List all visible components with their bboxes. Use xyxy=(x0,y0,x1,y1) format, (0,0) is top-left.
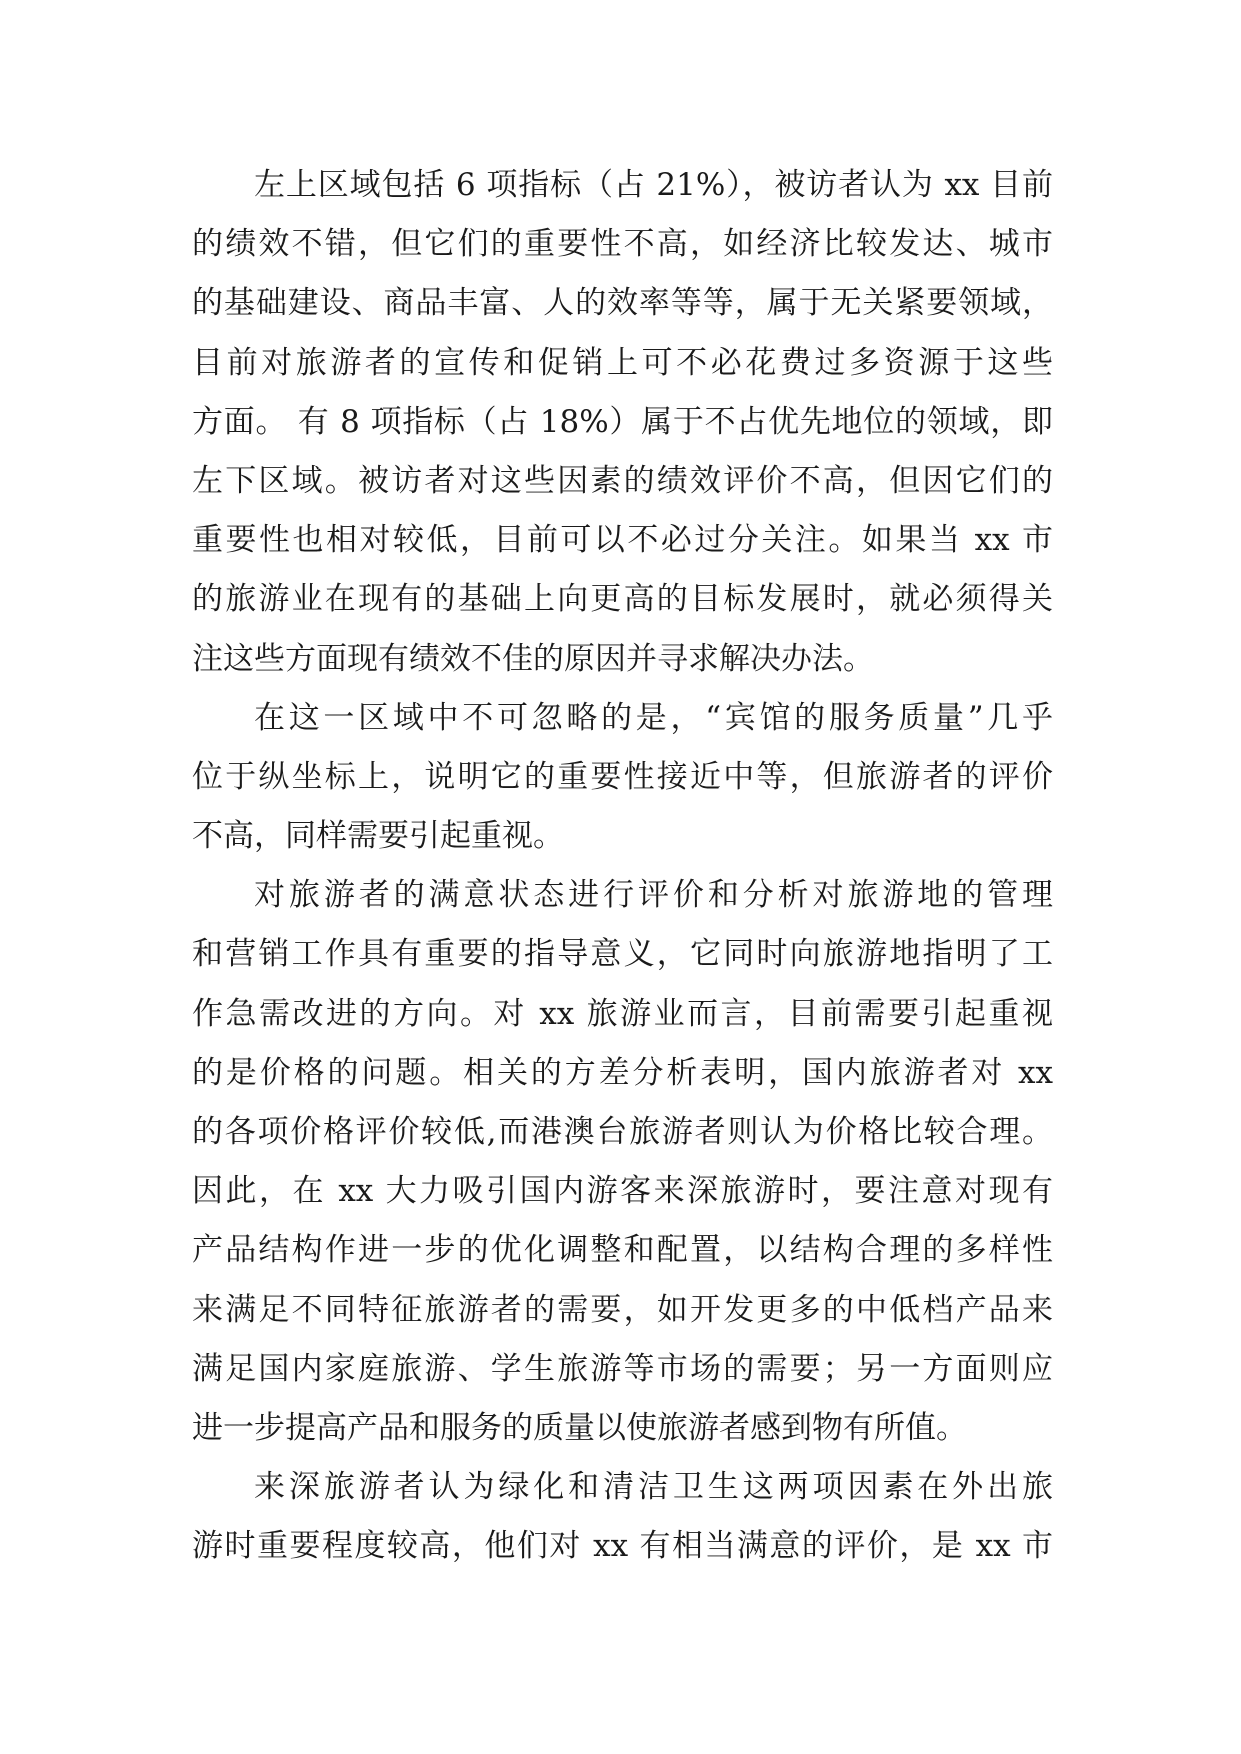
paragraph-line: 进一步提高产品和服务的质量以使旅游者感到物有所值。 xyxy=(192,1409,967,1446)
paragraph-line: 产品结构作进一步的优化调整和配置，以结构合理的多样性 xyxy=(192,1232,1053,1269)
paragraph-line: 和营销工作具有重要的指导意义，它同时向旅游地指明了工 xyxy=(192,936,1053,973)
paragraph-line: 的是价格的问题。相关的方差分析表明，国内旅游者对 xx xyxy=(192,1054,1053,1091)
paragraph-line: 游时重要程度较高，他们对 xx 有相当满意的评价，是 xx 市 xyxy=(192,1528,1053,1565)
paragraph-line: 因此，在 xx 大力吸引国内游客来深旅游时，要注意对现有 xyxy=(192,1173,1053,1210)
paragraph-line: 注这些方面现有绩效不佳的原因并寻求解决办法。 xyxy=(192,640,874,677)
paragraph-first-line: 在这一区域中不可忽略的是，“宾馆的服务质量”几乎 xyxy=(254,699,1053,736)
paragraph-line: 的绩效不错，但它们的重要性不高，如经济比较发达、城市 xyxy=(192,226,1053,263)
paragraph-line: 不高，同样需要引起重视。 xyxy=(192,818,564,855)
paragraph-first-line: 左上区域包括 6 项指标（占 21%），被访者认为 xx 目前 xyxy=(254,167,1053,203)
paragraph-line: 的基础建设、商品丰富、人的效率等等，属于无关紧要领域， xyxy=(192,285,1053,322)
paragraph-line: 来满足不同特征旅游者的需要，如开发更多的中低档产品来 xyxy=(192,1291,1053,1328)
paragraph-line: 方面。 有 8 项指标（占 18%）属于不占优先地位的领域，即 xyxy=(192,403,1053,440)
paragraph-line: 满足国内家庭旅游、学生旅游等市场的需要；另一方面则应 xyxy=(192,1350,1053,1387)
paragraph-line: 目前对旅游者的宣传和促销上可不必花费过多资源于这些 xyxy=(192,344,1053,381)
paragraph-line: 重要性也相对较低，目前可以不必过分关注。如果当 xx 市 xyxy=(192,522,1053,559)
document-body xyxy=(192,156,1053,1577)
paragraph-line: 左下区域。被访者对这些因素的绩效评价不高，但因它们的 xyxy=(192,462,1053,499)
paragraph-line: 作急需改进的方向。对 xx 旅游业而言，目前需要引起重视 xyxy=(192,995,1053,1032)
paragraph-line: 的旅游业在现有的基础上向更高的目标发展时，就必须得关 xyxy=(192,581,1053,618)
paragraph-line: 位于纵坐标上，说明它的重要性接近中等，但旅游者的评价 xyxy=(192,758,1053,795)
paragraph-first-line: 对旅游者的满意状态进行评价和分析对旅游地的管理 xyxy=(254,877,1053,914)
paragraph-line: 的各项价格评价较低,而港澳台旅游者则认为价格比较合理。 xyxy=(192,1114,1053,1150)
paragraph-first-line: 来深旅游者认为绿化和清洁卫生这两项因素在外出旅 xyxy=(254,1469,1053,1506)
